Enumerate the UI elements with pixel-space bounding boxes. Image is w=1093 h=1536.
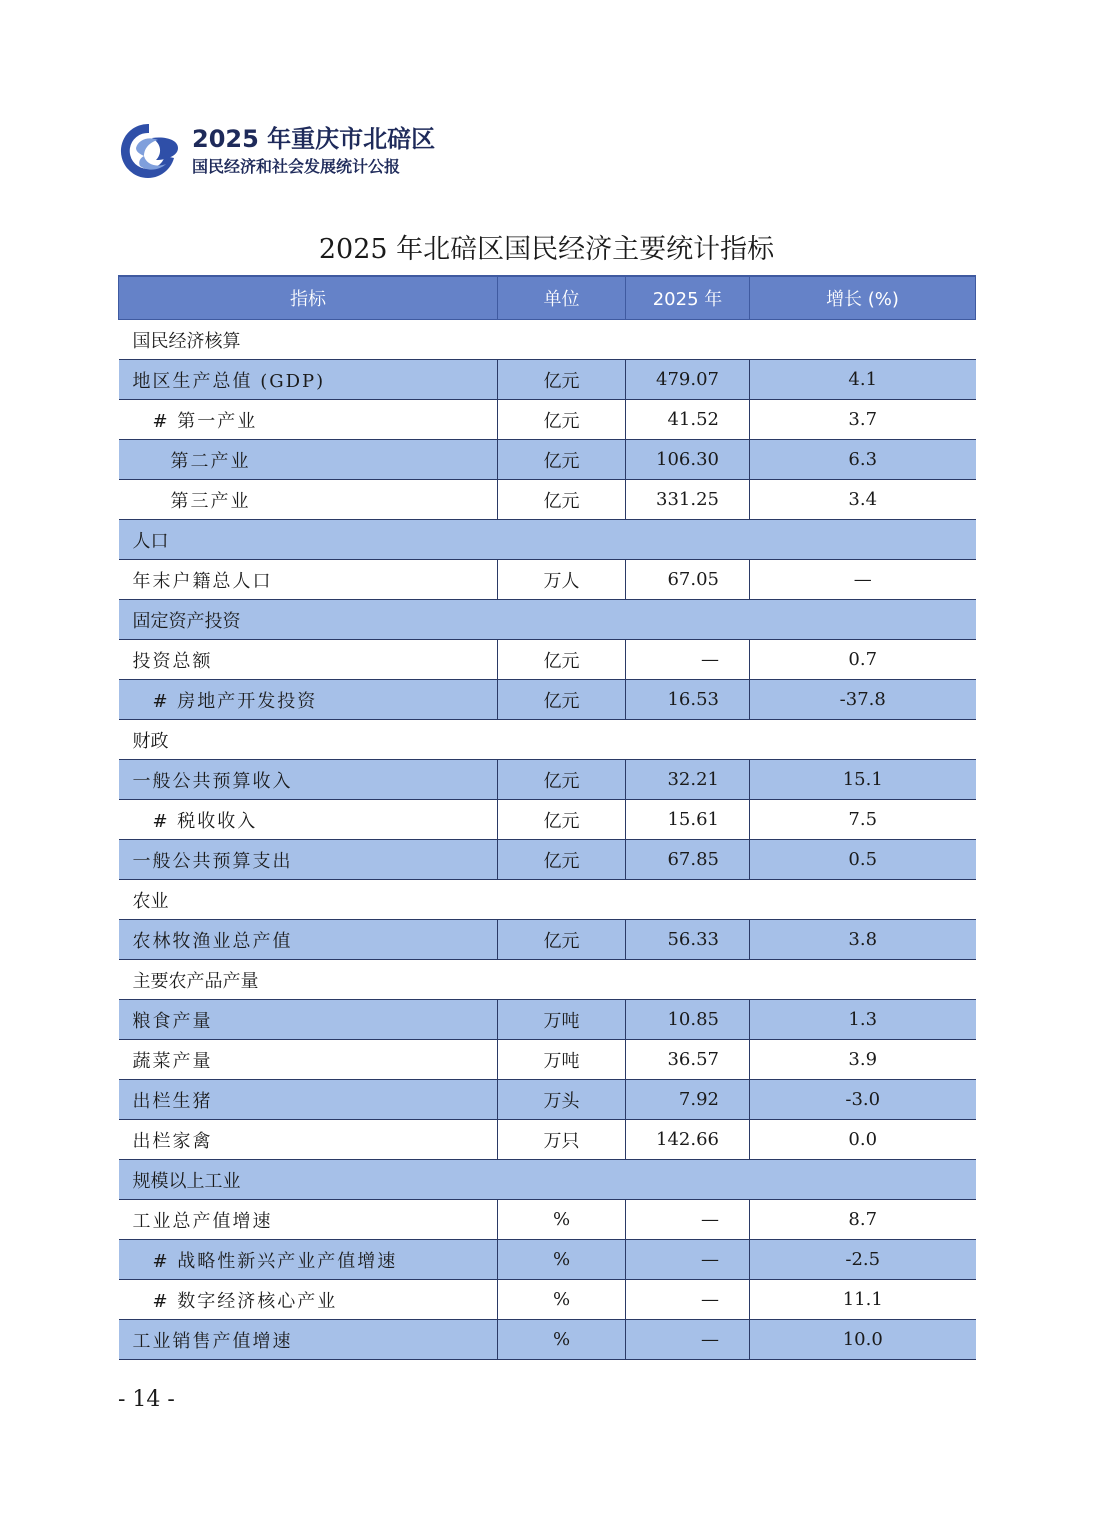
table-row [119, 1240, 976, 1280]
table-row [119, 760, 976, 800]
bureau-logo-icon [116, 118, 182, 184]
value-cell: — [626, 1280, 750, 1320]
table-row [119, 920, 976, 960]
section-row [119, 720, 976, 760]
section-row [119, 960, 976, 1000]
value-cell: 10.85 [626, 1000, 750, 1040]
unit-cell: 亿元 [498, 480, 626, 520]
table-row [119, 400, 976, 440]
indicator-name: 地区生产总值 (GDP) [119, 360, 498, 400]
unit-cell: 亿元 [498, 680, 626, 720]
unit-cell: 万头 [498, 1080, 626, 1120]
table-row [119, 1320, 976, 1360]
column-header-year: 2025 年 [626, 276, 750, 320]
unit-cell: 万只 [498, 1120, 626, 1160]
value-cell: 15.61 [626, 800, 750, 840]
growth-cell: 3.8 [750, 920, 976, 960]
section-row [119, 520, 976, 560]
growth-cell: 8.7 [750, 1200, 976, 1240]
indicator-name: 出栏生猪 [119, 1080, 498, 1120]
unit-cell: % [498, 1240, 626, 1280]
indicator-name: 出栏家禽 [119, 1120, 498, 1160]
growth-cell: 0.0 [750, 1120, 976, 1160]
page-number: - 14 - [118, 1387, 175, 1412]
table-row [119, 480, 976, 520]
indicator-name: 第三产业 [119, 480, 498, 520]
growth-cell: 3.9 [750, 1040, 976, 1080]
value-cell: 7.92 [626, 1080, 750, 1120]
indicator-name: 投资总额 [119, 640, 498, 680]
table-row [119, 640, 976, 680]
indicator-name: 第二产业 [119, 440, 498, 480]
growth-cell: 6.3 [750, 440, 976, 480]
growth-cell: — [750, 560, 976, 600]
report-header [116, 118, 596, 184]
statistics-table [118, 275, 976, 1360]
column-header-growth: 增长 (%) [750, 276, 976, 320]
value-cell: 32.21 [626, 760, 750, 800]
unit-cell: 万吨 [498, 1000, 626, 1040]
unit-cell: % [498, 1320, 626, 1360]
indicator-name: # 数字经济核心产业 [119, 1280, 498, 1320]
report-subtitle: 国民经济和社会发展统计公报 [192, 157, 401, 176]
value-cell: 106.30 [626, 440, 750, 480]
table-row [119, 1000, 976, 1040]
value-cell: 331.25 [626, 480, 750, 520]
value-cell: — [626, 1200, 750, 1240]
value-cell: — [626, 640, 750, 680]
unit-cell: 亿元 [498, 400, 626, 440]
value-cell: 16.53 [626, 680, 750, 720]
table-row [119, 840, 976, 880]
section-row [119, 1160, 976, 1200]
table-body [119, 320, 976, 1360]
column-header-indicator: 指标 [119, 276, 498, 320]
header-text [192, 124, 435, 178]
value-cell: 142.66 [626, 1120, 750, 1160]
unit-cell: 亿元 [498, 920, 626, 960]
table-row [119, 1200, 976, 1240]
section-label: 规模以上工业 [119, 1160, 976, 1200]
table-row [119, 360, 976, 400]
value-cell: — [626, 1320, 750, 1360]
indicator-name: # 第一产业 [119, 400, 498, 440]
value-cell: 479.07 [626, 360, 750, 400]
column-header-unit: 单位 [498, 276, 626, 320]
unit-cell: 万吨 [498, 1040, 626, 1080]
growth-cell: 3.7 [750, 400, 976, 440]
growth-cell: -37.8 [750, 680, 976, 720]
unit-cell: 亿元 [498, 640, 626, 680]
indicator-name: 农林牧渔业总产值 [119, 920, 498, 960]
indicator-name: 粮食产量 [119, 1000, 498, 1040]
unit-cell: 亿元 [498, 440, 626, 480]
indicator-name: 蔬菜产量 [119, 1040, 498, 1080]
table-row [119, 1080, 976, 1120]
value-cell: 67.05 [626, 560, 750, 600]
section-label: 固定资产投资 [119, 600, 976, 640]
growth-cell: 0.5 [750, 840, 976, 880]
section-label: 主要农产品产量 [119, 960, 976, 1000]
table-row [119, 800, 976, 840]
indicator-name: 工业销售产值增速 [119, 1320, 498, 1360]
section-row [119, 600, 976, 640]
growth-cell: 0.7 [750, 640, 976, 680]
table-row [119, 440, 976, 480]
table-row [119, 560, 976, 600]
value-cell: — [626, 1240, 750, 1280]
unit-cell: 亿元 [498, 840, 626, 880]
section-label: 人口 [119, 520, 976, 560]
growth-cell: 1.3 [750, 1000, 976, 1040]
growth-cell: 10.0 [750, 1320, 976, 1360]
indicator-name: # 税收收入 [119, 800, 498, 840]
growth-cell: 4.1 [750, 360, 976, 400]
table-row [119, 1040, 976, 1080]
table-row [119, 680, 976, 720]
unit-cell: 万人 [498, 560, 626, 600]
section-label: 国民经济核算 [119, 320, 976, 360]
value-cell: 41.52 [626, 400, 750, 440]
growth-cell: 15.1 [750, 760, 976, 800]
unit-cell: % [498, 1200, 626, 1240]
section-row [119, 880, 976, 920]
indicator-name: 一般公共预算收入 [119, 760, 498, 800]
growth-cell: -2.5 [750, 1240, 976, 1280]
value-cell: 36.57 [626, 1040, 750, 1080]
growth-cell: -3.0 [750, 1080, 976, 1120]
indicator-name: 年末户籍总人口 [119, 560, 498, 600]
unit-cell: % [498, 1280, 626, 1320]
unit-cell: 亿元 [498, 800, 626, 840]
report-title: 2025 年重庆市北碚区 [192, 125, 436, 153]
section-label: 财政 [119, 720, 976, 760]
table-row [119, 1280, 976, 1320]
unit-cell: 亿元 [498, 360, 626, 400]
table-header-row [119, 276, 976, 320]
unit-cell: 亿元 [498, 760, 626, 800]
indicator-name: 一般公共预算支出 [119, 840, 498, 880]
section-row [119, 320, 976, 360]
indicator-name: # 房地产开发投资 [119, 680, 498, 720]
growth-cell: 7.5 [750, 800, 976, 840]
indicator-name: # 战略性新兴产业产值增速 [119, 1240, 498, 1280]
indicator-name: 工业总产值增速 [119, 1200, 498, 1240]
table-title: 2025 年北碚区国民经济主要统计指标 [318, 234, 775, 265]
growth-cell: 11.1 [750, 1280, 976, 1320]
value-cell: 67.85 [626, 840, 750, 880]
growth-cell: 3.4 [750, 480, 976, 520]
value-cell: 56.33 [626, 920, 750, 960]
table-row [119, 1120, 976, 1160]
section-label: 农业 [119, 880, 976, 920]
